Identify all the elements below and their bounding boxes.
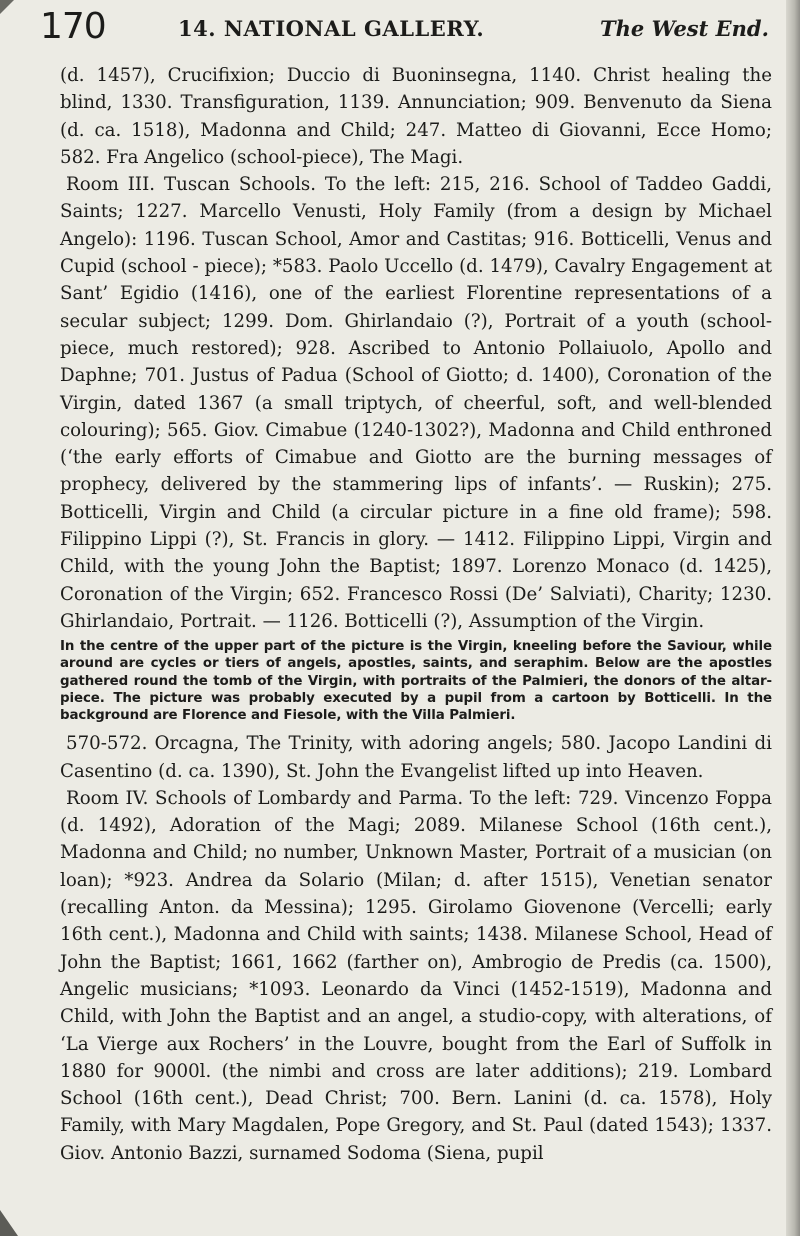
paragraph-room-iv: Room IV. Schools of Lombardy and Parma. To the left: 729. Vincenzo Foppa (d. 1492), Adoration of the Magi; 2089. Milanese School (16th cent.), Madonna and Child; no number, Unknown Master, Portrait of a musician (on loan); *923. Andrea da Solario (Milan; d. after 1515), Venetian senator (recalling Anton. da Messina); 1295. Girolamo Giovenone (Vercelli; early 16th cent.), Madonna and Child with saints; 1438. Milanese School, Head of John the Baptist; 1661, 1662 (farther on), Ambrogio de Predis (ca. 1500), Angelic musicians; *1093. Leonardo da Vinci (1452-1519), Madonna and Child, with John the Baptist and an angel, a studio-copy, with alterations, of ‘La Vierge aux Rochers’ in the Louvre, bought from the Earl of Suffolk in 1880 for 9000l. (the nimbi and cross are later additions); 219. Lombard School (16th cent.), Dead Christ; 700. Bern. Lanini (d. ca. 1578), Holy Family, with Mary Magdalen, Pope Gregory, and St. Paul (dated 1543); 1337. Giov. Antonio Bazzi, surnamed Sodoma (Siena, pupil (60, 787, 772, 1164)
paragraph-room-iii: Room III. Tuscan Schools. To the left: 215, 216. School of Taddeo Gaddi, Saints; 1227. Marcello Venusti, Holy Family (from a design by Michael Angelo): 1196. Tuscan School, Amor and Castitas; 916. Botticelli, Venus and Cupid (school - piece); *583. Paolo Uccello (d. 1479), Cavalry Engagement at Sant’ Egidio (1416), one of the earliest Florentine representations of a secular subject; 1299. Dom. Ghirlandaio (?), Portrait of a youth (school-piece, much restored); 928. Ascribed to Antonio Pollaiuolo, Apollo and Daphne; 701. Justus of Padua (School of Giotto; d. 1400), Coronation of the Virgin, dated 1367 (a small triptych, of cheerful, soft, and well-blended colouring); 565. Giov. Cimabue (1240-1302?), Madonna and Child enthroned (‘the early efforts of Cimabue and Giotto are the burning messages of prophecy, delivered by the stammering lips of infants’. — Ruskin); 275. Botticelli, Virgin and Child (a circular picture in a fine old frame); 598. Filippino Lippi (?), St. Francis in glory. — 1412. Filippino Lippi, Virgin and Child, with the young John the Baptist; 1897. Lorenzo Monaco (d. 1425), Coronation of the Virgin; 652. Francesco Rossi (De’ Salviati), Charity; 1230. Ghirlandaio, Portrait. — 1126. Botticelli (?), Assumption of the Virgin. (60, 174, 772, 632)
note-text: In the centre of the upper part of the picture is the Virgin, kneeling before the Saviour, while around are cycles or tiers of angels, apostles, saints, and seraphim. Below are the apostles gathered round the tomb of the Virgin, with portraits of the Palmieri, the donors of the altar-piece. The picture was probably executed by a pupil from a cartoon by Botticelli. In the background are Florence and Fiesole, with the Villa Palmieri. (60, 639, 772, 724)
paragraph-room-ii-end: (d. 1457), Crucifixion; Duccio di Buoninsegna, 1140. Christ healing the blind, 1330. Transfiguration, 1139. Annunciation; 909. Benvenuto da Siena (d. ca. 1518), Madonna and Child; 247. Matteo di Giovanni, Ecce Homo; 582. Fra Angelico (school-piece), The Magi. (60, 65, 772, 168)
page-header (40, 6, 770, 52)
page-number: 170 (40, 6, 106, 47)
running-head-section: The West End. (600, 16, 769, 41)
running-head: 14. NATIONAL GALLERY. (178, 16, 485, 41)
page-corner-shadow-bottom (0, 1210, 18, 1236)
page-corner-shadow (0, 0, 14, 14)
small-print-note (60, 638, 772, 724)
body-text (60, 62, 772, 1167)
book-spine-edge (786, 0, 800, 1236)
paragraph-orcagna: 570-572. Orcagna, The Trinity, with adoring angels; 580. Jacopo Landini di Casentino (d. ca. 1390), St. John the Evangelist lifted up into Heaven. (60, 733, 772, 782)
